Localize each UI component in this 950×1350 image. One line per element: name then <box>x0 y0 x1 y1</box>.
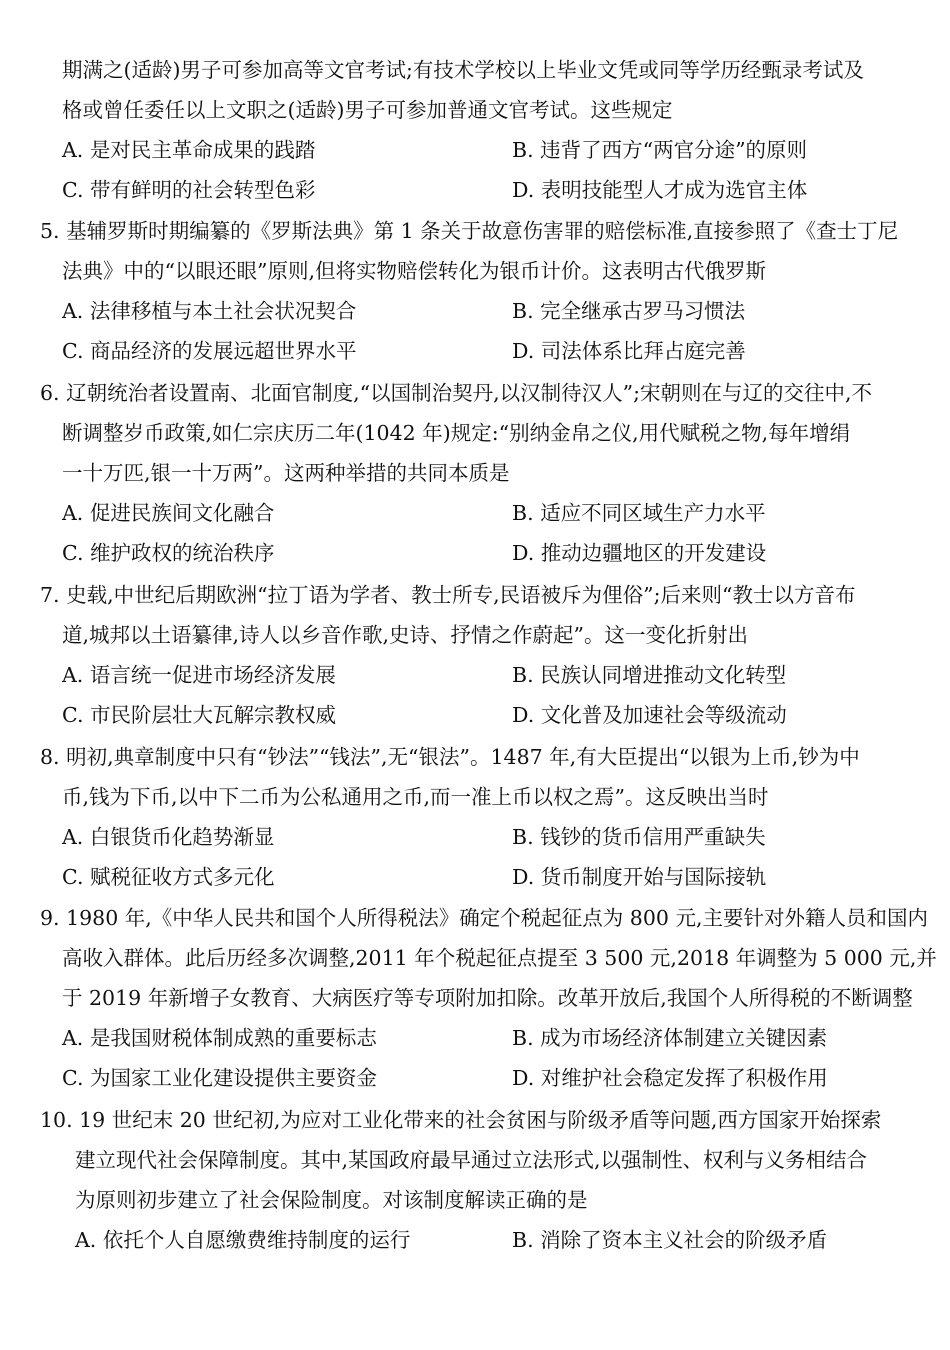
question-7-line-1: 7. 史载,中世纪后期欧洲“拉丁语为学者、教士所专,民语被斥为俚俗”;后来则“教士以方音布 <box>40 583 856 607</box>
question-6-option-d[interactable]: D. 推动边疆地区的开发建设 <box>512 541 767 565</box>
question-10-option-a[interactable]: A. 依托个人自愿缴费维持制度的运行 <box>75 1228 411 1252</box>
question-9-option-a[interactable]: A. 是我国财税体制成熟的重要标志 <box>62 1026 377 1050</box>
question-5-line-2: 法典》中的“以眼还眼”原则,但将实物赔偿转化为银币计价。这表明古代俄罗斯 <box>62 259 766 283</box>
question-6-line-2: 断调整岁币政策,如仁宗庆历二年(1042 年)规定:“别纳金帛之仪,用代赋税之物,每年增绢 <box>62 421 851 445</box>
question-6-option-b[interactable]: B. 适应不同区域生产力水平 <box>512 501 766 525</box>
question-7-option-a[interactable]: A. 语言统一促进市场经济发展 <box>62 663 336 687</box>
question-9-line-1: 9. 1980 年,《中华人民共和国个人所得税法》确定个税起征点为 800 元,主要针对外籍人员和国内 <box>40 906 928 930</box>
question-9-option-b[interactable]: B. 成为市场经济体制建立关键因素 <box>512 1026 828 1050</box>
question-5-option-a[interactable]: A. 法律移植与本土社会状况契合 <box>62 299 357 323</box>
question-8-option-d[interactable]: D. 货币制度开始与国际接轨 <box>512 865 767 889</box>
question-10-line-1: 10. 19 世纪末 20 世纪初,为应对工业化带来的社会贫困与阶级矛盾等问题,西方国家开始探索 <box>40 1108 882 1132</box>
question-6-option-c[interactable]: C. 维护政权的统治秩序 <box>62 541 275 565</box>
question-8-option-c[interactable]: C. 赋税征收方式多元化 <box>62 865 275 889</box>
question-7-option-b[interactable]: B. 民族认同增进推动文化转型 <box>512 663 787 687</box>
option-a[interactable]: A. 是对民主革命成果的践踏 <box>62 138 316 162</box>
question-6-line-1: 6. 辽朝统治者设置南、北面官制度,“以国制治契丹,以汉制待汉人”;宋朝则在与辽的交往中,不 <box>40 381 872 405</box>
option-d[interactable]: D. 表明技能型人才成为选官主体 <box>512 178 808 202</box>
option-b[interactable]: B. 违背了西方“两官分途”的原则 <box>512 138 808 162</box>
question-7-option-d[interactable]: D. 文化普及加速社会等级流动 <box>512 703 787 727</box>
question-5-option-d[interactable]: D. 司法体系比拜占庭完善 <box>512 339 746 363</box>
question-10-option-b[interactable]: B. 消除了资本主义社会的阶级矛盾 <box>512 1228 828 1252</box>
question-6-line-3: 一十万匹,银一十万两”。这两种举措的共同本质是 <box>62 461 510 485</box>
question-5-option-c[interactable]: C. 商品经济的发展远超世界水平 <box>62 339 357 363</box>
question-5-line-1: 5. 基辅罗斯时期编纂的《罗斯法典》第 1 条关于故意伤害罪的赔偿标准,直接参照了《查士丁尼 <box>40 219 899 243</box>
question-5-option-b[interactable]: B. 完全继承古罗马习惯法 <box>512 299 746 323</box>
question-8-option-b[interactable]: B. 钱钞的货币信用严重缺失 <box>512 825 766 849</box>
question-6-option-a[interactable]: A. 促进民族间文化融合 <box>62 501 275 525</box>
question-8-line-2: 币,钱为下币,以中下二币为公私通用之币,而一准上币以权之焉”。这反映出当时 <box>62 785 769 809</box>
option-c[interactable]: C. 带有鲜明的社会转型色彩 <box>62 178 316 202</box>
question-10-line-3: 为原则初步建立了社会保险制度。对该制度解读正确的是 <box>75 1188 588 1212</box>
question-text-line: 期满之(适龄)男子可参加高等文官考试;有技术学校以上毕业文凭或同等学历经甄录考试及 <box>62 58 864 82</box>
question-7-line-2: 道,城邦以土语纂律,诗人以乡音作歌,史诗、抒情之作蔚起”。这一变化折射出 <box>62 623 749 647</box>
question-9-option-d[interactable]: D. 对维护社会稳定发挥了积极作用 <box>512 1066 828 1090</box>
question-8-option-a[interactable]: A. 白银货币化趋势渐显 <box>62 825 275 849</box>
question-8-line-1: 8. 明初,典章制度中只有“钞法”“钱法”,无“银法”。1487 年,有大臣提出“以银为上币,钞为中 <box>40 745 860 769</box>
question-9-option-c[interactable]: C. 为国家工业化建设提供主要资金 <box>62 1066 377 1090</box>
question-10-line-2: 建立现代社会保障制度。其中,某国政府最早通过立法形式,以强制性、权利与义务相结合 <box>75 1148 868 1172</box>
question-7-option-c[interactable]: C. 市民阶层壮大瓦解宗教权威 <box>62 703 336 727</box>
question-text-line: 格或曾任委任以上文职之(适龄)男子可参加普通文官考试。这些规定 <box>62 98 673 122</box>
question-9-line-3: 于 2019 年新增子女教育、大病医疗等专项附加扣除。改革开放后,我国个人所得税的不断调整 <box>62 986 913 1010</box>
question-9-line-2: 高收入群体。此后历经多次调整,2011 年个税起征点提至 3 500 元,2018 年调整为 5 000 元,并 <box>62 946 937 970</box>
